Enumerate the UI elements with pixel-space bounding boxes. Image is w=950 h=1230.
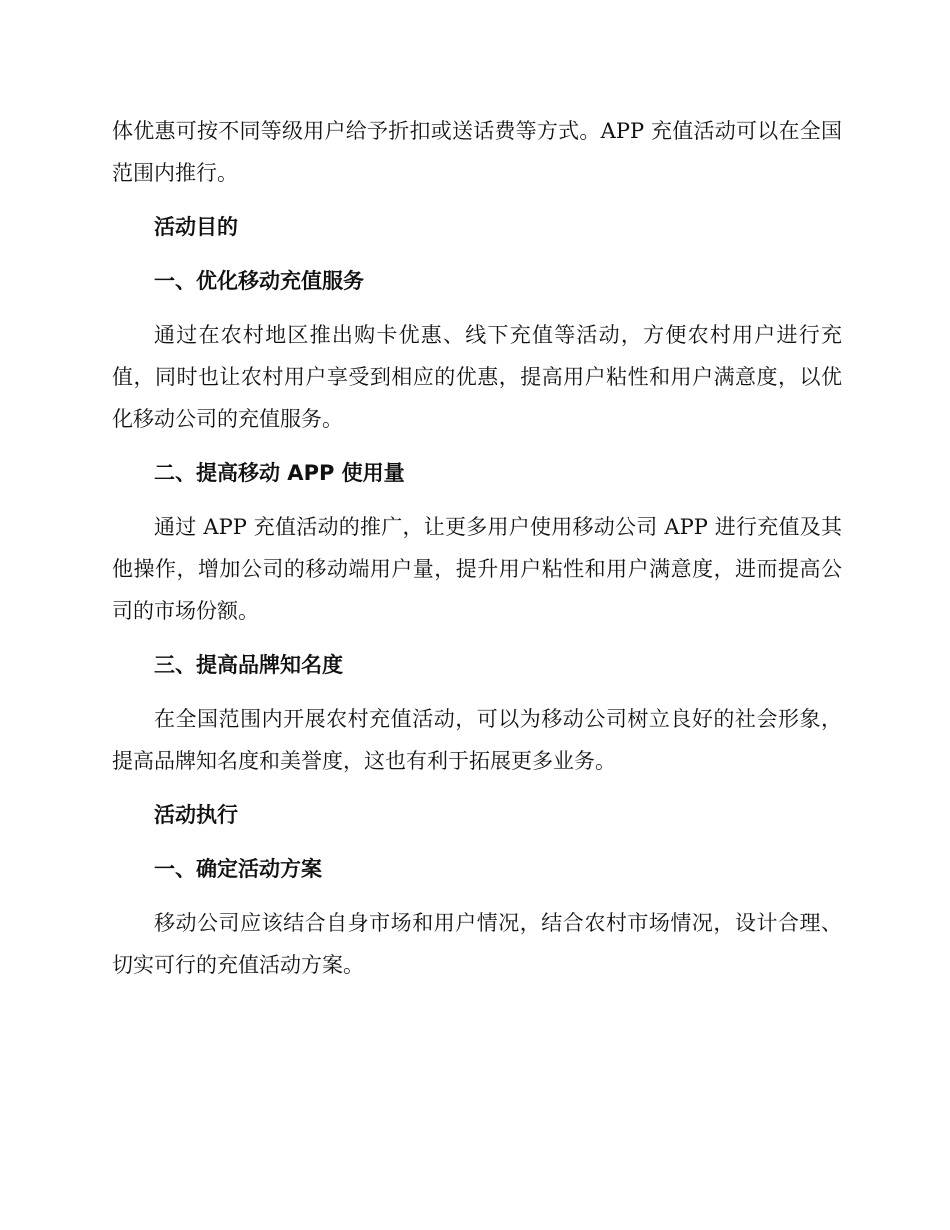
document-page	[112, 110, 842, 998]
paragraph-activity-plan: 移动公司应该结合自身市场和用户情况，结合农村市场情况，设计合理、切实可行的充值活动方案。	[112, 911, 842, 977]
paragraph-app-usage: 通过 APP 充值活动的推广，让更多用户使用移动公司 APP 进行充值及其他操作，增加公司的移动端用户量，提升用户粘性和用户满意度，进而提高公司的市场份额。	[112, 515, 842, 623]
subheading-optimize-service: 一、优化移动充值服务	[154, 269, 364, 293]
section-heading-execution: 活动执行	[154, 803, 238, 827]
paragraph-intro-continuation: 体优惠可按不同等级用户给予折扣或送话费等方式。APP 充值活动可以在全国范围内推行。	[112, 119, 842, 185]
subheading-activity-plan: 一、确定活动方案	[154, 857, 322, 881]
subheading-app-usage: 二、提高移动 APP 使用量	[154, 461, 405, 485]
section-heading-purpose: 活动目的	[154, 215, 238, 239]
subheading-brand-awareness: 三、提高品牌知名度	[154, 653, 343, 677]
paragraph-brand-awareness: 在全国范围内开展农村充值活动，可以为移动公司树立良好的社会形象，提高品牌知名度和美誉度，这也有利于拓展更多业务。	[112, 707, 842, 773]
paragraph-optimize-service: 通过在农村地区推出购卡优惠、线下充值等活动，方便农村用户进行充值，同时也让农村用户享受到相应的优惠，提高用户粘性和用户满意度，以优化移动公司的充值服务。	[112, 323, 842, 431]
